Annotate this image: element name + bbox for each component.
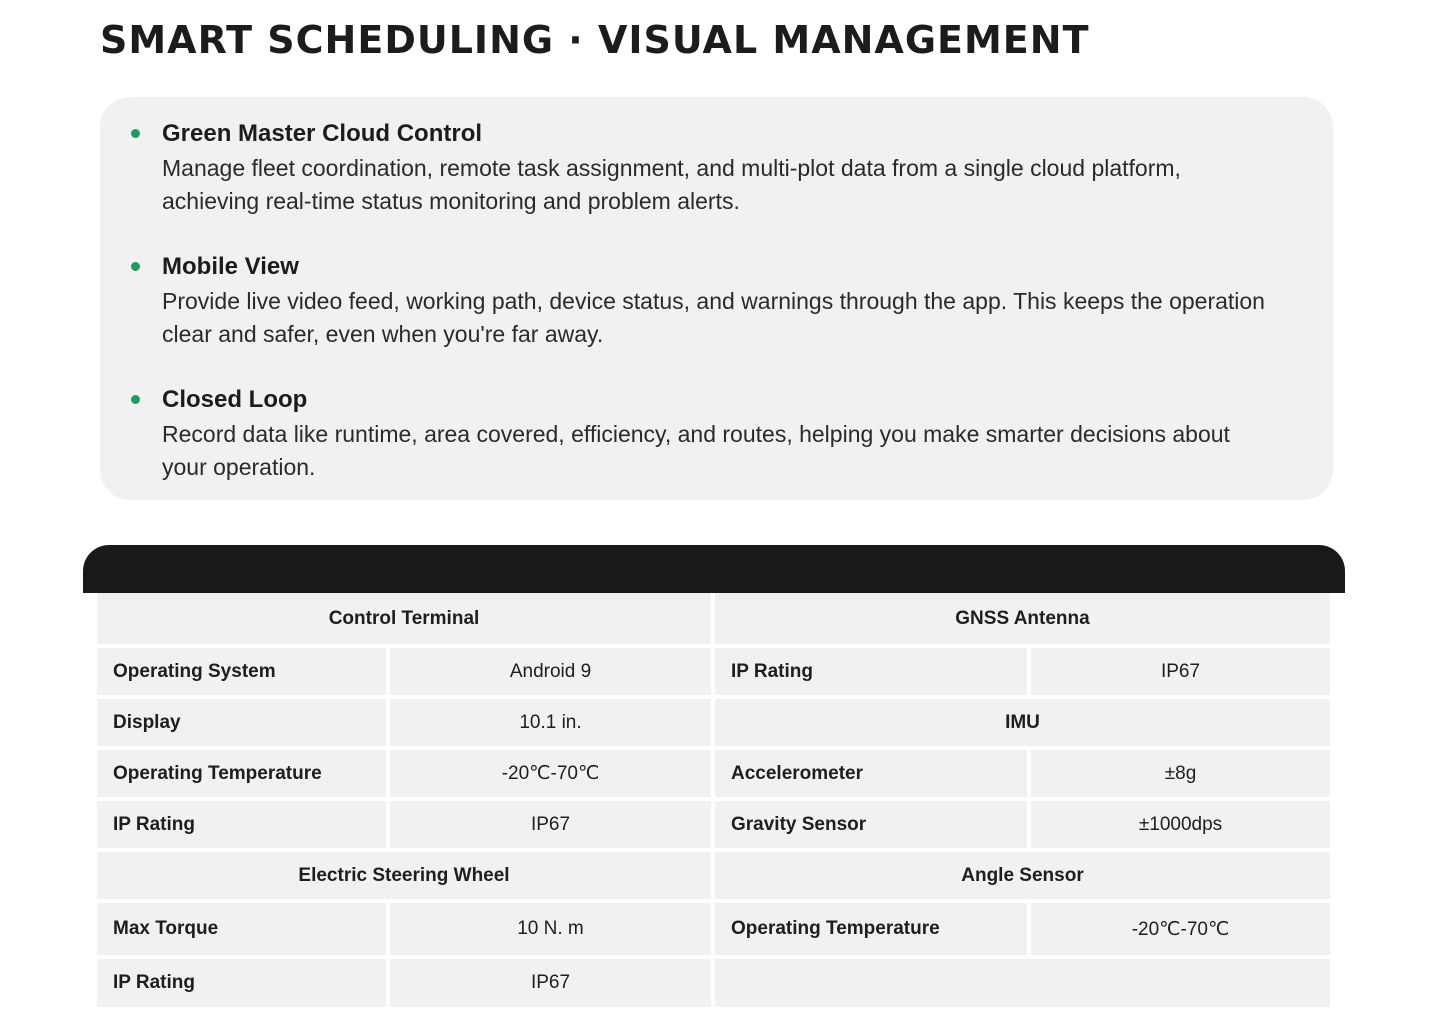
- section-angle-sensor: Angle Sensor: [715, 852, 1330, 899]
- spec-label-ip-rating: IP Rating: [715, 648, 1027, 695]
- spec-label-operating-temperature: Operating Temperature: [715, 903, 1027, 955]
- feature-item-closed-loop: [162, 385, 1273, 484]
- spec-value-accelerometer: ±8g: [1031, 750, 1330, 797]
- spec-value-ip-rating: IP67: [1031, 648, 1330, 695]
- spec-label-accelerometer: Accelerometer: [715, 750, 1027, 797]
- bullet-dot-icon: [131, 395, 140, 404]
- spec-value-ip-rating: IP67: [390, 801, 711, 848]
- spec-label-ip-rating: IP Rating: [97, 801, 386, 848]
- feature-title: Mobile View: [162, 253, 299, 280]
- page-title: SMART SCHEDULING · VISUAL MANAGEMENT: [100, 18, 1090, 62]
- feature-title: Green Master Cloud Control: [162, 120, 483, 147]
- spec-value-operating-temperature: -20℃-70℃: [390, 750, 711, 797]
- feature-item-mobile-view: [162, 252, 1273, 351]
- spec-value-display: 10.1 in.: [390, 699, 711, 746]
- spec-table-header-bar: [83, 545, 1345, 593]
- spec-value-operating-temperature: -20℃-70℃: [1031, 903, 1330, 955]
- feature-description: Record data like runtime, area covered, efficiency, and routes, helping you make smarter decisions about your operation.: [162, 421, 1230, 480]
- spec-label-operating-system: Operating System: [97, 648, 386, 695]
- section-imu: IMU: [715, 699, 1330, 746]
- section-gnss-antenna: GNSS Antenna: [715, 593, 1330, 644]
- bullet-dot-icon: [131, 262, 140, 271]
- spec-label-display: Display: [97, 699, 386, 746]
- empty-cell: [715, 959, 1330, 1007]
- section-control-terminal: Control Terminal: [97, 593, 711, 644]
- feature-title: Closed Loop: [162, 386, 308, 413]
- spec-label-operating-temperature: Operating Temperature: [97, 750, 386, 797]
- spec-value-gravity-sensor: ±1000dps: [1031, 801, 1330, 848]
- spec-table: [97, 593, 1330, 1012]
- feature-item-cloud-control: [162, 119, 1273, 218]
- spec-value-max-torque: 10 N. m: [390, 903, 711, 955]
- spec-label-ip-rating: IP Rating: [97, 959, 386, 1007]
- section-electric-steering-wheel: Electric Steering Wheel: [97, 852, 711, 899]
- spec-value-operating-system: Android 9: [390, 648, 711, 695]
- feature-description: Manage fleet coordination, remote task assignment, and multi-plot data from a single cloud platform, achieving real-time status monitoring and problem alerts.: [162, 155, 1181, 214]
- spec-value-ip-rating: IP67: [390, 959, 711, 1007]
- feature-description: Provide live video feed, working path, device status, and warnings through the app. This keeps the operation clear and safer, even when you're far away.: [162, 288, 1265, 347]
- spec-label-gravity-sensor: Gravity Sensor: [715, 801, 1027, 848]
- spec-label-max-torque: Max Torque: [97, 903, 386, 955]
- features-card: [100, 97, 1333, 500]
- bullet-dot-icon: [131, 129, 140, 138]
